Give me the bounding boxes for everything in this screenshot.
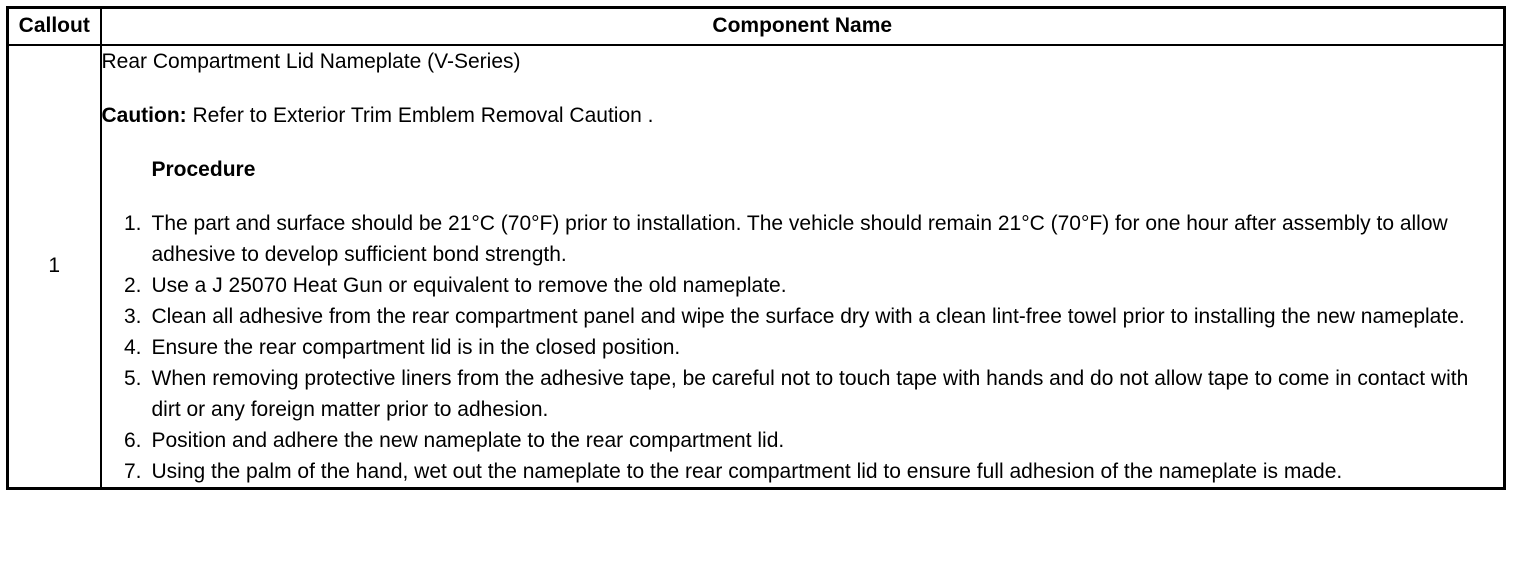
procedure-step: [102, 332, 1504, 363]
step-number: 2.: [123, 273, 142, 297]
procedure-step: [102, 425, 1504, 456]
step-number: 5.: [123, 366, 142, 390]
component-cell: [101, 45, 1505, 489]
caution-note: [102, 100, 1504, 131]
step-number: 3.: [123, 304, 142, 328]
procedure-step: [102, 208, 1504, 270]
step-text: The part and surface should be 21°C (70°F) prior to installation. The vehicle should remain 21°C (70°F) for one hour after assembly to allow adhesive to develop sufficient bond strength.: [151, 211, 1448, 266]
header-component-name: Component Name: [101, 8, 1505, 45]
caution-text: Refer to Exterior Trim Emblem Removal Caution .: [186, 103, 654, 127]
step-number: 4.: [123, 335, 142, 359]
step-text: Ensure the rear compartment lid is in the closed position.: [151, 335, 681, 359]
component-name: Rear Compartment Lid Nameplate (V-Series): [101, 49, 521, 73]
header-callout: Callout: [8, 8, 101, 45]
caution-label: Caution:: [101, 103, 187, 127]
step-text: Using the palm of the hand, wet out the nameplate to the rear compartment lid to ensure full adhesion of the nameplate is made.: [151, 459, 1343, 483]
step-number: 6.: [123, 428, 142, 452]
step-text: When removing protective liners from the adhesive tape, be careful not to touch tape with hands and do not allow tape to come in contact with dirt or any foreign matter prior to adhesion.: [151, 366, 1469, 421]
procedure-step: [102, 363, 1504, 425]
procedure-heading: Procedure: [151, 157, 256, 181]
step-number: 7.: [123, 459, 142, 483]
step-text: Clean all adhesive from the rear compartment panel and wipe the surface dry with a clean lint-free towel prior to installing the new nameplate.: [151, 304, 1465, 328]
procedure-steps: [102, 208, 1504, 487]
procedure-step: [102, 270, 1504, 301]
table-header-row: [8, 8, 1505, 45]
callout-number: 1: [8, 45, 101, 489]
component-table: [6, 6, 1506, 490]
procedure-step: [102, 301, 1504, 332]
step-text: Use a J 25070 Heat Gun or equivalent to remove the old nameplate.: [151, 273, 787, 297]
step-text: Position and adhere the new nameplate to the rear compartment lid.: [151, 428, 785, 452]
table-row: [8, 45, 1505, 489]
procedure-step: [102, 456, 1504, 487]
step-number: 1.: [123, 211, 142, 235]
